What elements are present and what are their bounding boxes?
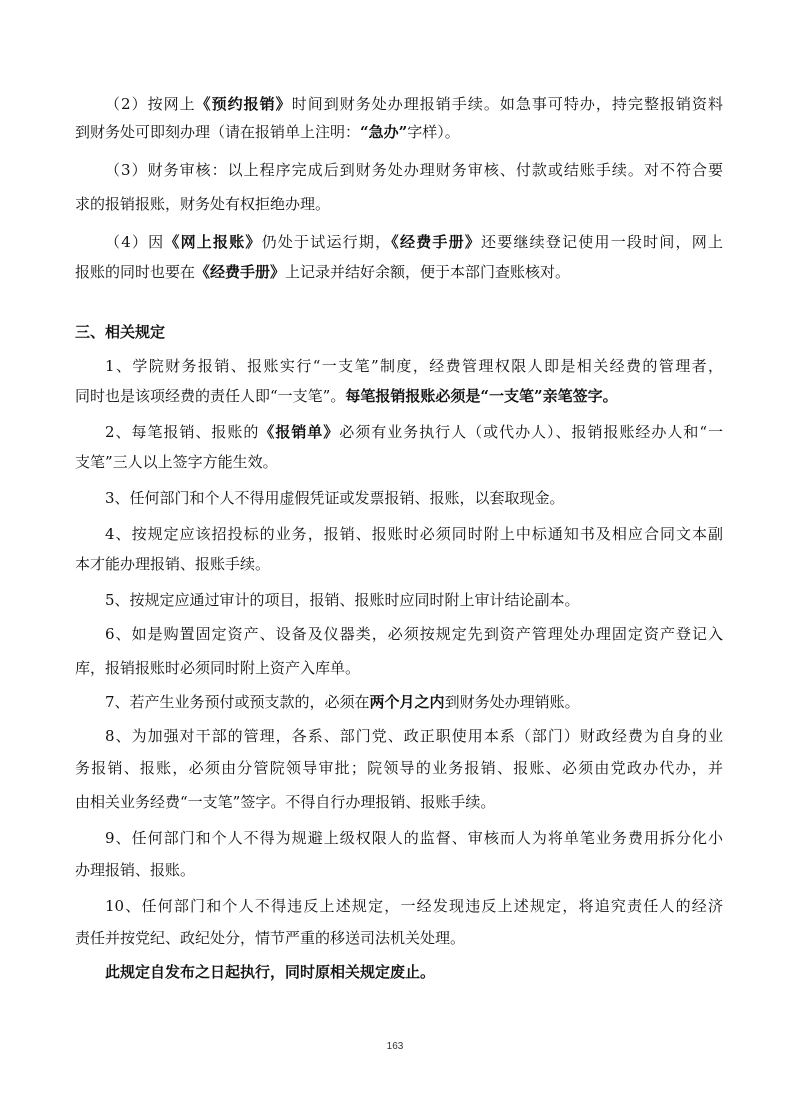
text: 7、若产生业务预付或预支款的，必须在 [105, 693, 370, 711]
text: 必须有业务执行人（或代办人）、报销报账经办人和“一 [339, 423, 723, 441]
paragraph-3-line-1: （3）财务审核：以上程序完成后到财务处办理财务审核、付款或结账手续。对不符合要 [105, 161, 723, 179]
text: 报账的同时也要在 [75, 263, 196, 281]
bold-text: 《经费手册》 [195, 263, 286, 281]
rule-1-line-1: 1、学院财务报销、报账实行“一支笔”制度，经费管理权限人即是相关经费的管理者， [105, 357, 723, 375]
rule-3: 3、任何部门和个人不得用虚假凭证或发票报销、报账，以套取现金。 [105, 489, 565, 507]
rule-8-line-3: 由相关业务经费“一支笔”签字。不得自行办理报销、报账手续。 [75, 793, 496, 811]
rule-10-line-1: 10、任何部门和个人不得违反上述规定，一经发现违反上述规定，将追究责任人的经济 [105, 897, 723, 915]
bold-text: 两个月之内 [369, 693, 445, 711]
text: 2、每笔报销、报账的 [105, 423, 260, 441]
bold-text: 《网上报账》 [164, 233, 262, 251]
paragraph-2-line-1 [75, 94, 723, 114]
rule-8-line-1: 8、为加强对干部的管理，各系、部门党、政正职使用本系（部门）财政经费为自身的业 [105, 727, 723, 745]
bold-text: 《报销单》 [259, 423, 340, 441]
rule-4-line-1: 4、按规定应该招投标的业务，报销、报账时必须同时附上中标通知书及相应合同文本副 [105, 525, 723, 543]
bold-text: 《预约报销》 [195, 95, 292, 113]
text: （4）因 [105, 233, 165, 251]
rule-1-line-2 [75, 386, 723, 406]
paragraph-4-line-1 [75, 232, 723, 252]
rule-10-line-2: 责任并按党纪、政纪处分，情节严重的移送司法机关处理。 [75, 929, 466, 947]
rule-6-line-1: 6、如是购置固定资产、设备及仪器类，必须按规定先到资产管理处办理固定资产登记入 [105, 625, 723, 643]
rule-7 [75, 692, 723, 712]
text: 仍处于试运行期， [261, 233, 392, 251]
text: 还要继续登记使用一段时间，网上 [481, 233, 723, 251]
text: 时间到财务处办理报销手续。如急事可特办，持完整报销资料 [291, 95, 723, 113]
text: 到财务处可即刻办理（请在报销单上注明： [75, 123, 361, 141]
bold-text: 《经费手册》 [391, 233, 482, 251]
rule-6-line-2: 库，报销报账时必须同时附上资产入库单。 [75, 659, 361, 677]
text: 上记录并结好余额，便于本部门查账核对。 [285, 263, 571, 281]
text: 字样）。 [407, 123, 460, 141]
section-title: 三、相关规定 [75, 323, 166, 341]
rule-5: 5、按规定应通过审计的项目，报销、报账时应同时附上审计结论副本。 [105, 591, 580, 609]
bold-text: 每笔报销报账必须是“一支笔”亲笔签字。 [345, 387, 618, 405]
paragraph-4-line-2 [75, 262, 723, 282]
paragraph-3-line-2: 求的报销报账，财务处有权拒绝办理。 [75, 195, 331, 213]
text: 同时也是该项经费的责任人即“一支笔”。 [75, 387, 346, 405]
rule-9-line-2: 办理报销、报账。 [75, 861, 196, 879]
rule-4-line-2: 本才能办理报销、报账手续。 [75, 555, 271, 573]
bold-text: “急办” [360, 123, 408, 141]
page-number: 163 [386, 1041, 404, 1052]
closing-statement: 此规定自发布之日起执行，同时原相关规定废止。 [105, 963, 436, 981]
rule-2-line-2: 支笔”三人以上签字方能生效。 [75, 453, 278, 471]
paragraph-2-line-2 [75, 122, 723, 142]
rule-8-line-2: 务报销、报账，必须由分管院领导审批；院领导的业务报销、报账、必须由党政办代办，并 [75, 759, 723, 777]
text: 到财务处办理销账。 [444, 693, 580, 711]
rule-2-line-1 [75, 422, 723, 442]
rule-9-line-1: 9、任何部门和个人不得为规避上级权限人的监督、审核而人为将单笔业务费用拆分化小 [105, 829, 723, 847]
text: （2）按网上 [105, 95, 196, 113]
